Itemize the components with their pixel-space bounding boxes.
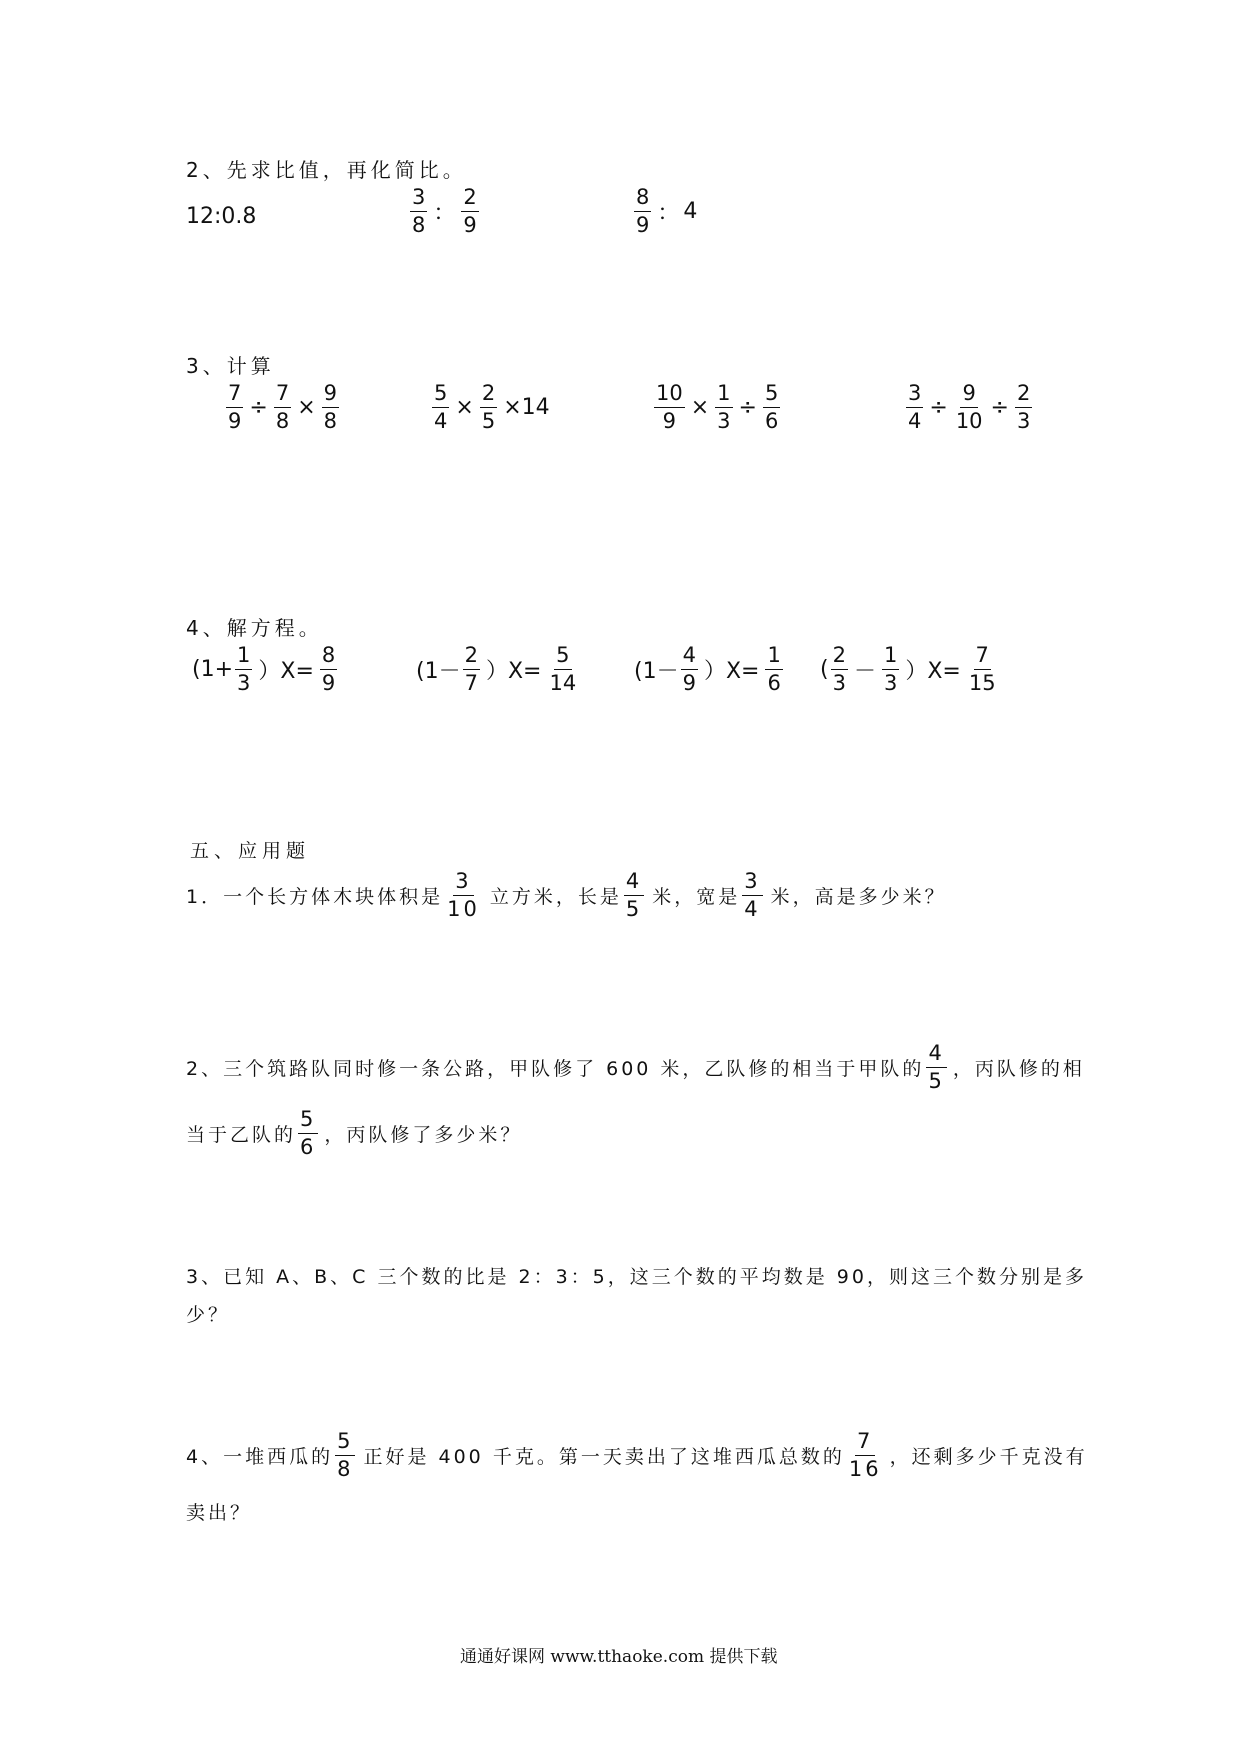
q2-item-3: 8 9 ： 4 [636,185,698,238]
q4-item-1: (1+ $\frac{1}{3}$ ）X= $\frac{8}{9}$ [192,643,336,696]
footer: 通通好课网 www.tthaoke.com 提供下载 [460,1647,778,1667]
q4-heading: 4、解方程。 [186,616,323,640]
fraction: 2 9 [463,185,477,238]
q2-heading: 2、先求比值，再化简比。 [186,158,467,182]
problem-1: 1．一个长方体木块体积是 3 10 立方米，长是 4 5 米，宽是 3 4 米，高是多少米？ [186,869,947,922]
q3-heading: 3、计算 [186,354,275,378]
q2-item-2: 3 8 ： 2 9 [412,185,477,238]
q3-item-2: $\frac{5}{4}$ × $\frac{2}{5}$ ×14 [434,381,550,434]
q3-item-1: $\frac{7}{9}$ ÷ $\frac{7}{8}$ × $\frac{9}{8}$ [228,381,337,434]
problem-3-line-1: 3、已知 A、B、C 三个数的比是 2：3：5，这三个数的平均数是 90，则这三个数分别是多 [186,1266,1087,1288]
q3-item-4: $\frac{3}{4}$ ÷ $\frac{9}{10}$ ÷ $\frac{2}{3}$ [908,381,1031,434]
q4-item-3: (1－ 4 9 ）X= $\frac{1}{6}$ [634,643,781,696]
problem-2-line-1: 2、三个筑路队同时修一条公路，甲队修了 600 米，乙队修的相当于甲队的 4 5 ，丙队修的相 [186,1041,1085,1094]
q4-item-2: (1－ 2 7 ）X= $\frac{5}{14}$ [416,643,577,696]
q2-item-1-text: 12:0.8 [186,204,257,229]
problem-4-line-1: 4、一堆西瓜的 5 8 正好是 400 千克。第一天卖出了这堆西瓜总数的 7 16 ，还剩多少千克没有 [186,1429,1088,1482]
q3-item-3: $\frac{10}{9}$ × $\frac{1}{3}$ ÷ $\frac{5}{6}$ [656,381,779,434]
section5-heading: 五、应用题 [190,840,311,862]
q2-item-1 [186,204,256,229]
q4-item-4: ( 2 3 － 1 3 ）X= $\frac{7}{15}$ [820,643,996,696]
problem-4-line-2: 卖出？ [186,1502,253,1524]
problem-3-line-2: 少？ [186,1304,231,1326]
fraction: 3 8 [412,185,426,238]
problem-2-line-2: 当于乙队的 5 6 ，丙队修了多少米？ [186,1107,523,1160]
fraction: 8 9 [636,185,650,238]
